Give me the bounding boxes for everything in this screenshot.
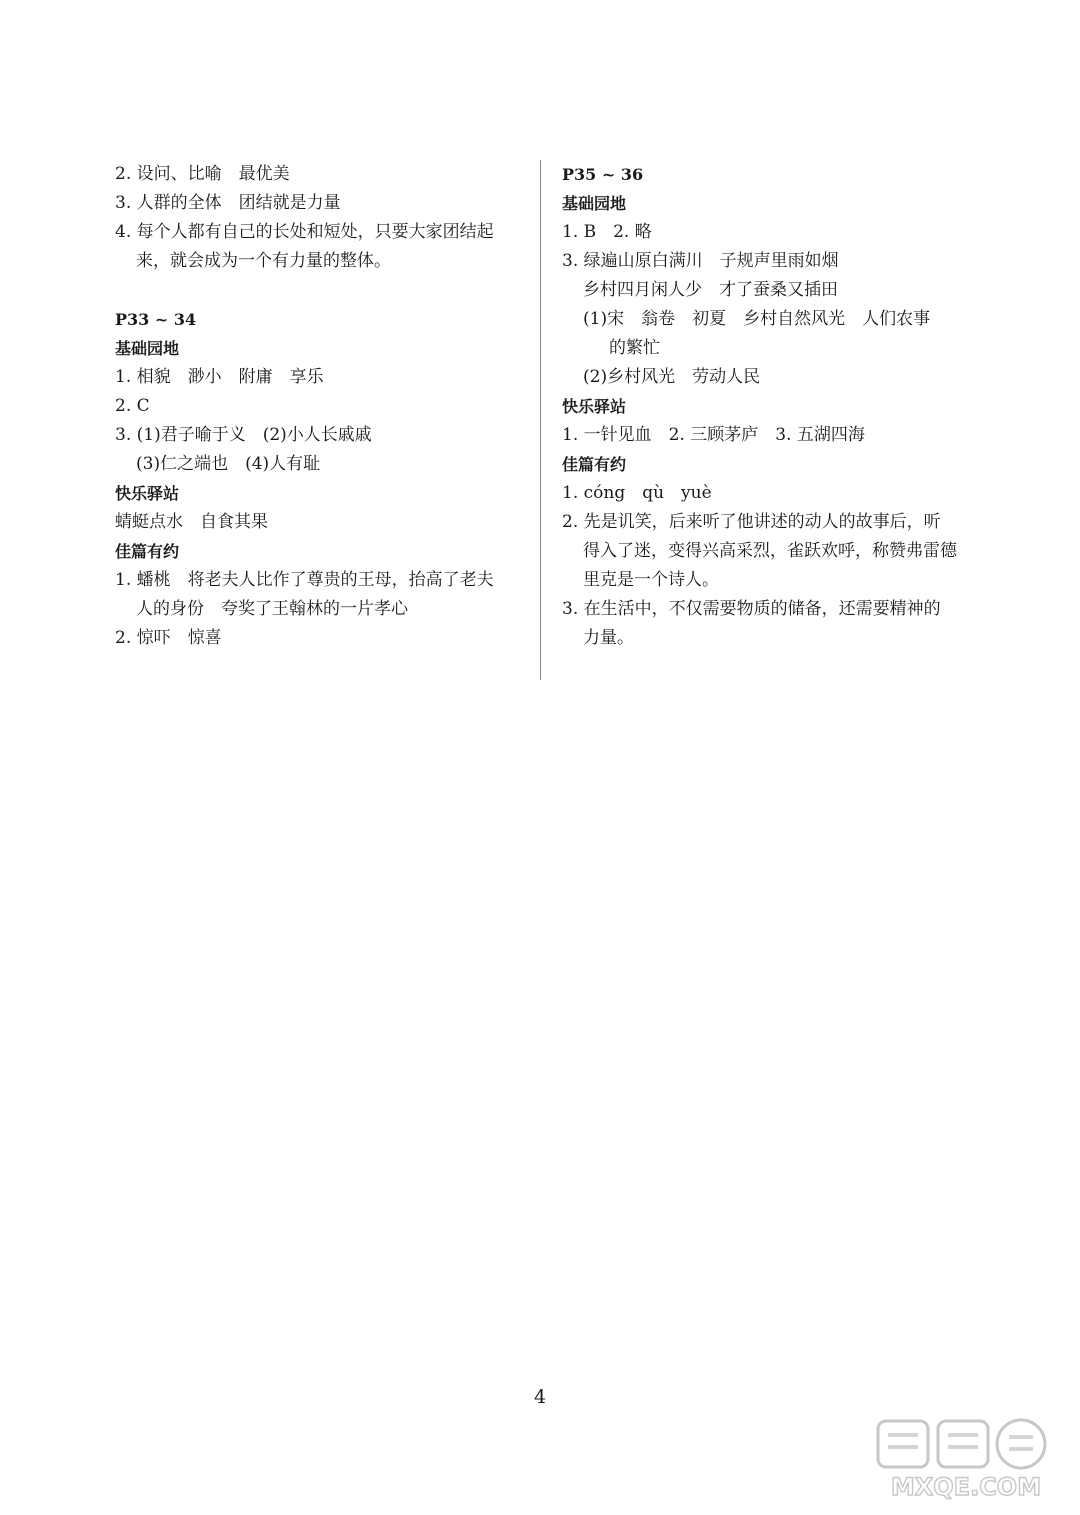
answer-line: 来，就会成为一个有力量的整体。 (136, 251, 391, 271)
answer-line: 3. 人群的全体 团结就是力量 (115, 193, 341, 213)
answer-line: 3. 绿遍山原白满川 子规声里雨如烟 (562, 251, 839, 271)
answer-line: 1. cóng qù yuè (562, 483, 712, 503)
answer-line: (1)宋 翁卷 初夏 乡村自然风光 人们农事 (583, 309, 931, 329)
right-column (562, 160, 972, 653)
answer-line: 1. B 2. 略 (562, 222, 652, 242)
watermark-site: MXQE.COM (890, 1473, 1042, 1501)
left-column (115, 160, 525, 653)
page-number: 4 (533, 1386, 547, 1408)
answer-line: 的繁忙 (609, 338, 660, 358)
page-range-heading: P33 ~ 34 (115, 310, 197, 329)
answer-line: (2)乡村风光 劳动人民 (583, 367, 761, 387)
answer-line: 乡村四月闲人少 才了蚕桑又插田 (583, 280, 838, 300)
answer-line: 1. 一针见血 2. 三顾茅庐 3. 五湖四海 (562, 425, 865, 445)
answer-line: 得入了迷，变得兴高采烈，雀跃欢呼，称赞弗雷德 (583, 541, 957, 561)
column-divider (540, 160, 541, 680)
section-heading-article: 佳篇有约 (562, 455, 627, 474)
answer-line: 2. 先是讥笑，后来听了他讲述的动人的故事后，听 (562, 512, 941, 532)
answer-line: 3. 在生活中，不仅需要物质的储备，还需要精神的 (562, 599, 941, 619)
section-heading-happy: 快乐驿站 (562, 397, 627, 416)
answer-line: 2. C (115, 396, 150, 416)
answer-line: (3)仁之端也 (4)人有耻 (136, 454, 321, 474)
section-heading-article: 佳篇有约 (115, 542, 180, 561)
section-heading-basic: 基础园地 (562, 194, 627, 213)
watermark-logo-icon (866, 1413, 1066, 1503)
answer-line: 1. 相貌 渺小 附庸 享乐 (115, 367, 324, 387)
answer-line: 2. 设问、比喻 最优美 (115, 164, 290, 184)
answer-line: 3. (1)君子喻于义 (2)小人长戚戚 (115, 425, 372, 445)
answer-line: 蜻蜓点水 自食其果 (115, 512, 268, 532)
answer-line: 4. 每个人都有自己的长处和短处，只要大家团结起 (115, 222, 494, 242)
answer-line: 力量。 (583, 628, 634, 648)
answer-line: 里克是一个诗人。 (583, 570, 719, 590)
answer-line: 2. 惊吓 惊喜 (115, 628, 222, 648)
page-range-heading: P35 ~ 36 (562, 165, 644, 184)
section-heading-happy: 快乐驿站 (115, 484, 180, 503)
answer-line: 1. 蟠桃 将老夫人比作了尊贵的王母，抬高了老夫 (115, 570, 494, 590)
answer-line: 人的身份 夸奖了王翰林的一片孝心 (136, 599, 408, 619)
section-heading-basic: 基础园地 (115, 339, 180, 358)
